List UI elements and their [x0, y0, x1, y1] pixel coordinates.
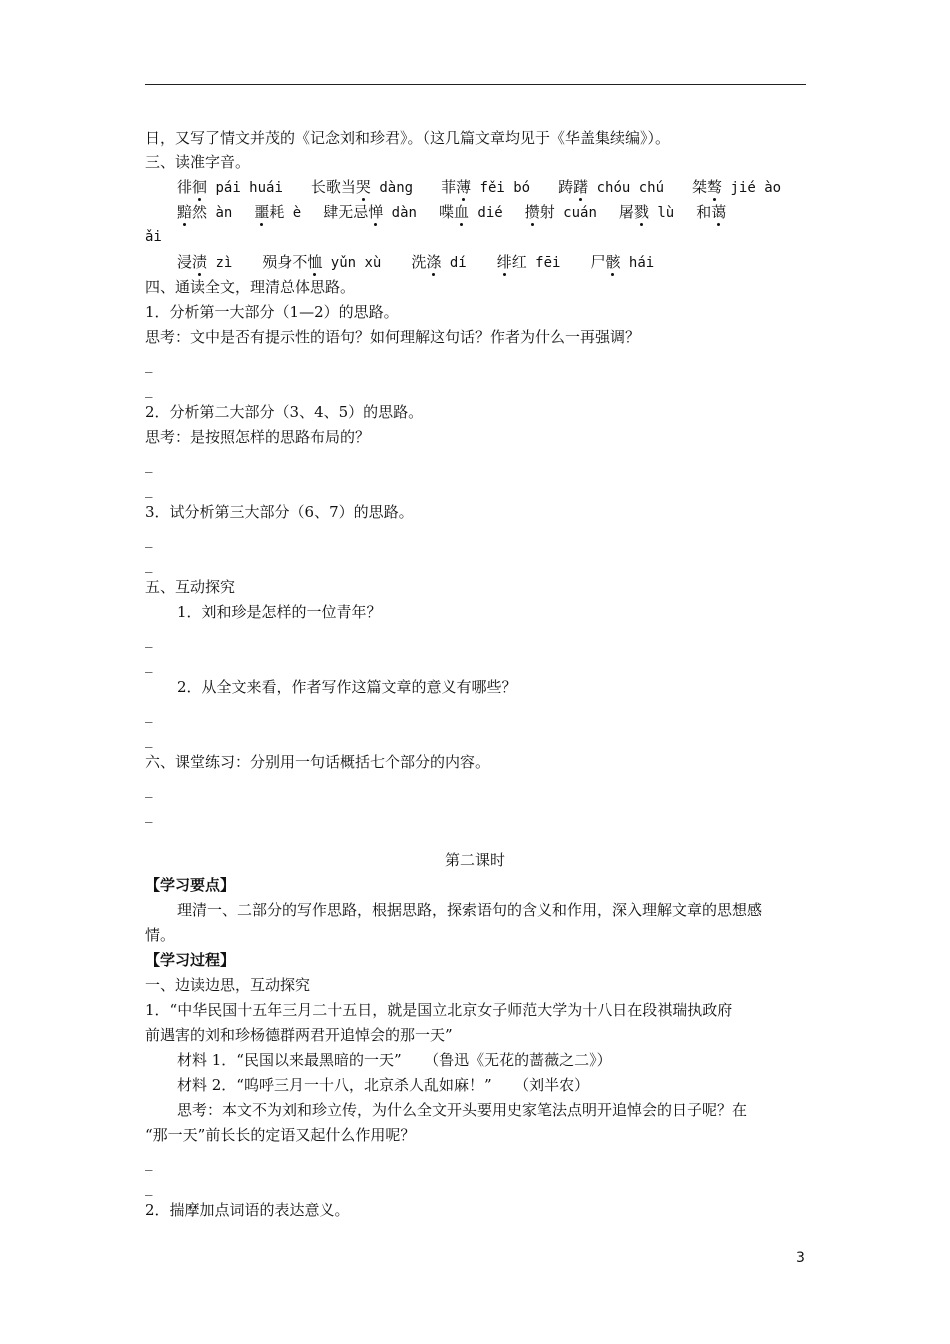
answer-blank[interactable]: _ — [145, 355, 153, 373]
vocab-row-1 — [177, 177, 809, 198]
dotted-character: 戮 — [633, 203, 649, 221]
answer-blank[interactable]: _ — [145, 455, 153, 473]
pinyin: dié — [469, 205, 503, 221]
vocab-item: 喋血 dié — [438, 203, 503, 221]
pinyin: fēi — [526, 255, 561, 271]
section-5-title: 五、互动探究 — [145, 578, 236, 596]
pinyin: àn — [207, 205, 233, 221]
process-title: 【学习过程】 — [145, 951, 236, 969]
dotted-character: 骜 — [707, 178, 723, 196]
vocab-item: 肆无忌惮 dàn — [323, 203, 417, 221]
vocab-item: 洗涤 dí — [411, 253, 467, 271]
pinyin: è — [284, 205, 302, 221]
answer-blank[interactable]: _ — [145, 655, 153, 673]
answer-blank[interactable]: _ — [145, 780, 153, 798]
section-4-title: 四、通读全文，理清总体思路。 — [145, 278, 356, 296]
answer-blank[interactable]: _ — [145, 555, 153, 573]
vocab-item: 屠戮 lù — [618, 203, 675, 221]
pinyin: dí — [441, 255, 467, 271]
dotted-character: 涤 — [426, 253, 442, 271]
pinyin: chóu chú — [588, 180, 665, 196]
answer-blank[interactable]: _ — [145, 705, 153, 723]
vocab-item: 绯红 fēi — [496, 253, 561, 271]
header-rule — [145, 84, 806, 85]
dotted-character: 绯 — [496, 253, 512, 271]
pinyin: zì — [207, 255, 233, 271]
section-4-question-2-think: 思考：是按照怎样的思路布局的？ — [145, 428, 371, 446]
process-question-1: 1．“中华民国十五年三月二十五日，就是国立北京女子师范大学为十八日在段祺瑞执政府 — [145, 1001, 733, 1019]
key-points-title: 【学习要点】 — [145, 876, 236, 894]
vocab-item: 菲薄 fěi bó — [441, 178, 531, 196]
answer-blank[interactable]: _ — [145, 1153, 153, 1171]
pinyin: yǔn xù — [322, 255, 382, 271]
intro-line: 日，又写了情文并茂的《记念刘和珍君》。（这几篇文章均见于《华盖集续编》）。 — [145, 129, 671, 147]
dotted-character: 黯 — [177, 203, 193, 221]
dotted-character: 徊 — [192, 178, 208, 196]
pinyin: lù — [648, 205, 675, 221]
answer-blank[interactable]: _ — [145, 630, 153, 648]
answer-blank[interactable]: _ — [145, 380, 153, 398]
vocab-item: 殒身不恤 yǔn xù — [262, 253, 382, 271]
vocab-item: 徘徊 pái huái — [177, 178, 283, 196]
section-5-question-1: 1．刘和珍是怎样的一位青年？ — [177, 603, 382, 621]
answer-blank[interactable]: _ — [145, 530, 153, 548]
pinyin: dàng — [370, 180, 414, 196]
dotted-character: 恤 — [307, 253, 323, 271]
pinyin: jié ào — [722, 180, 782, 196]
process-part-1-title: 一、边读边思，互动探究 — [145, 976, 311, 994]
pinyin: cuán — [554, 205, 597, 221]
vocab-item: 黯然 àn — [177, 203, 233, 221]
page-number: 3 — [796, 1250, 805, 1266]
answer-blank[interactable]: _ — [145, 480, 153, 498]
dotted-character: 蔼 — [711, 203, 727, 221]
vocab-item: 桀骜 jié ào — [692, 178, 782, 196]
dotted-character: 骸 — [605, 253, 621, 271]
dotted-character: 渍 — [192, 253, 208, 271]
vocab-item: 尸骸 hái — [590, 253, 655, 271]
section-4-question-1-think: 思考：文中是否有提示性的语句？如何理解这句话？作者为什么一再强调？ — [145, 328, 641, 346]
key-points-text: 理清一、二部分的写作思路，根据思路，探索语句的含义和作用，深入理解文章的思想感 — [177, 901, 763, 919]
answer-blank[interactable]: _ — [145, 805, 153, 823]
vocab-item: 和蔼 — [696, 203, 727, 221]
process-question-1-wrap: 前遇害的刘和珍杨德群两君开追悼会的那一天” — [145, 1026, 453, 1044]
material-2: 材料 2．“呜呼三月一十八，北京杀人乱如麻！” （刘半农） — [177, 1076, 590, 1094]
vocab-row-3 — [177, 252, 684, 273]
lesson-2-title: 第二课时 — [444, 851, 505, 869]
section-4-question-2: 2．分析第二大部分（3、4、5）的思路。 — [145, 403, 424, 421]
dotted-character: 躇 — [573, 178, 589, 196]
vocab-item: 攒射 cuán — [524, 203, 597, 221]
answer-blank[interactable]: _ — [145, 1178, 153, 1196]
vocab-item: 踌躇 chóu chú — [558, 178, 665, 196]
vocab-row-2-wrap: ǎi — [145, 229, 162, 245]
pinyin: fěi bó — [471, 180, 531, 196]
section-4-question-3: 3．试分析第三大部分（6、7）的思路。 — [145, 503, 414, 521]
pinyin: pái huái — [207, 180, 283, 196]
process-question-2: 2．揣摩加点词语的表达意义。 — [145, 1201, 350, 1219]
dotted-character: 惮 — [368, 203, 384, 221]
dotted-character: 噩 — [254, 203, 270, 221]
vocab-item: 浸渍 zì — [177, 253, 233, 271]
vocab-row-2 — [177, 202, 748, 223]
pinyin: hái — [620, 255, 655, 271]
dotted-character: 血 — [453, 203, 469, 221]
dotted-character: 攒 — [524, 203, 540, 221]
section-4-question-1: 1．分析第一大部分（1—2）的思路。 — [145, 303, 399, 321]
section-5-question-2: 2．从全文来看，作者写作这篇文章的意义有哪些？ — [177, 678, 517, 696]
answer-blank[interactable]: _ — [145, 730, 153, 748]
process-think-wrap: “那一天”前长长的定语又起什么作用呢？ — [145, 1126, 416, 1144]
vocab-item: 长歌当哭 dàng — [310, 178, 414, 196]
pinyin: dàn — [383, 205, 417, 221]
dotted-character: 哭 — [355, 178, 371, 196]
process-think: 思考：本文不为刘和珍立传，为什么全文开头要用史家笔法点明开追悼会的日子呢？在 — [177, 1101, 748, 1119]
key-points-text-wrap: 情。 — [145, 926, 176, 944]
material-1: 材料 1．“民国以来最黑暗的一天” （鲁迅《无花的蔷薇之二》） — [177, 1051, 612, 1069]
section-3-title: 三、读准字音。 — [145, 153, 251, 171]
vocab-item: 噩耗 è — [254, 203, 302, 221]
section-6-title: 六、课堂练习：分别用一句话概括七个部分的内容。 — [145, 753, 491, 771]
dotted-character: 薄 — [456, 178, 472, 196]
